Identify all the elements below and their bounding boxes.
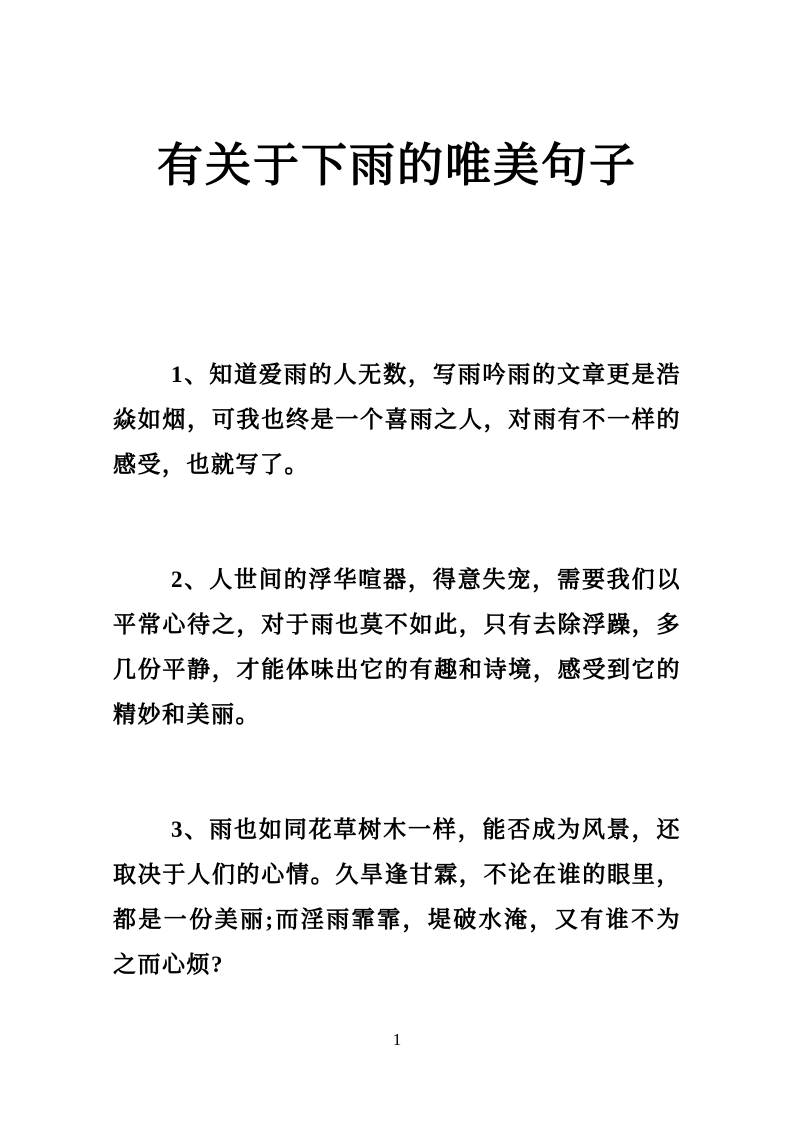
paragraph-3: 3、雨也如同花草树木一样，能否成为风景，还取决于人们的心情。久旱逢甘霖，不论在谁的眼里，都是一份美丽;而淫雨霏霏，堤破水淹，又有谁不为之而心烦? xyxy=(113,817,681,977)
paragraph-1: 1、知道爱雨的人无数，写雨吟雨的文章更是浩焱如烟，可我也终是一个喜雨之人，对雨有不一样的感受，也就写了。 xyxy=(113,362,681,477)
paragraph-2: 2、人世间的浮华喧器，得意失宠，需要我们以平常心待之，对于雨也莫不如此，只有去除浮躁，多几份平静，才能体味出它的有趣和诗境，感受到它的精妙和美丽。 xyxy=(113,567,681,727)
document-title: 有关于下雨的唯美句子 xyxy=(157,140,637,191)
page-number: 1 xyxy=(392,1030,402,1049)
